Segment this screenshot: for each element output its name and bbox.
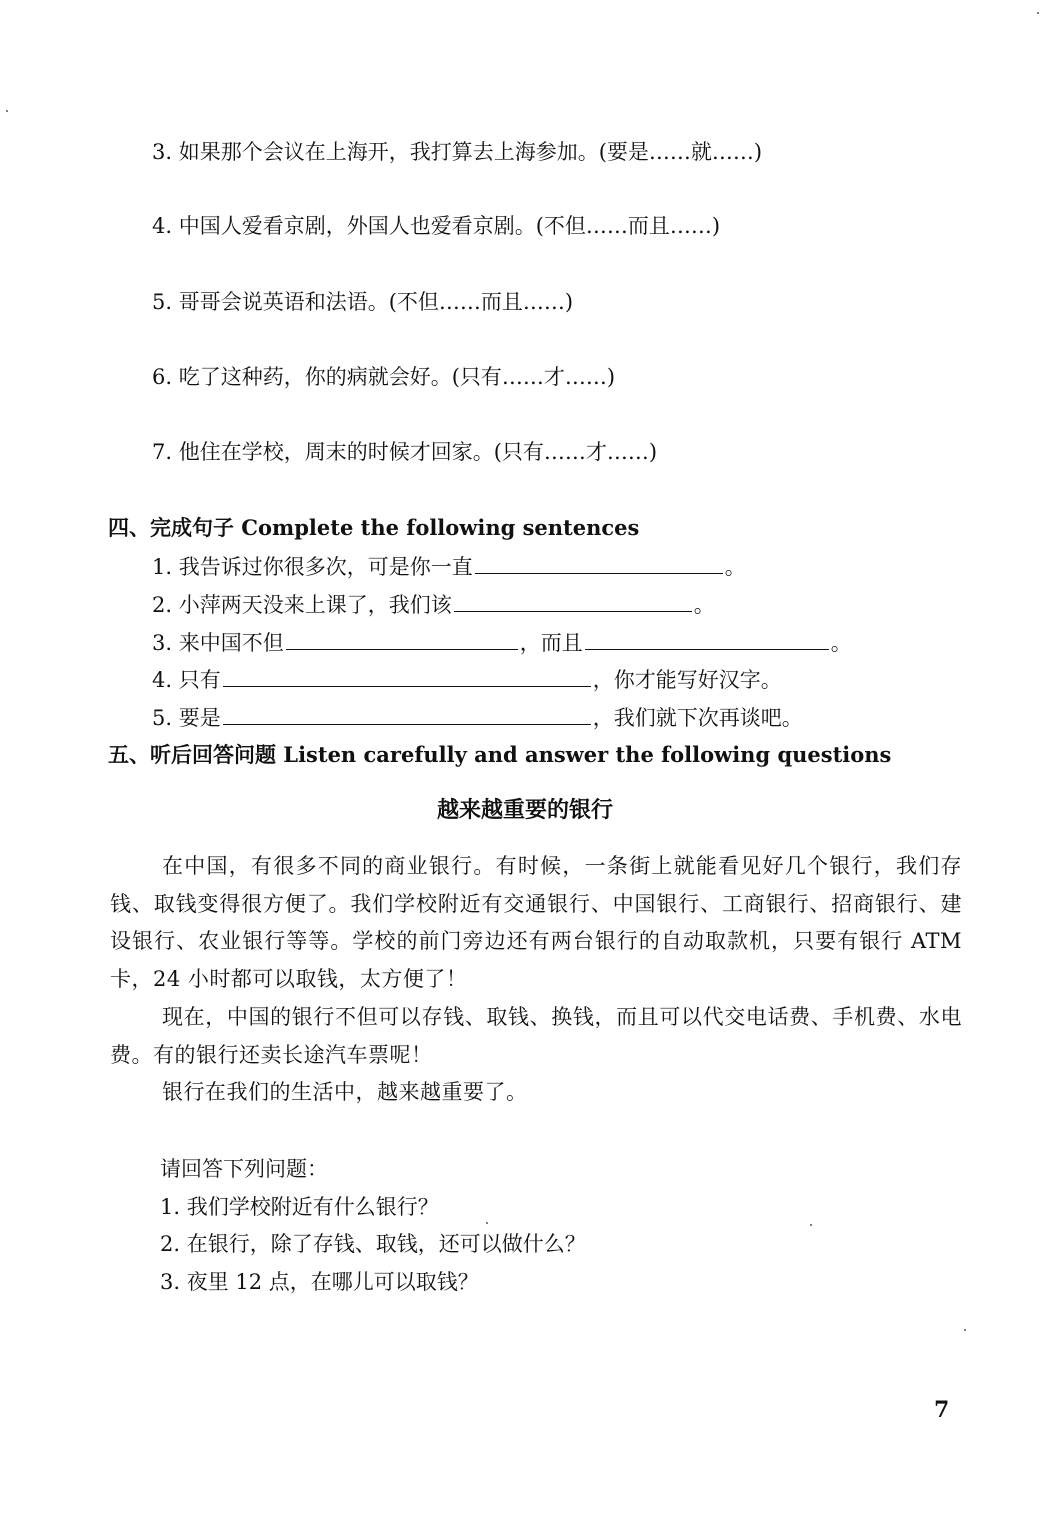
exercise-item-3: 3. 如果那个会议在上海开，我打算去上海参加。(要是……就……) xyxy=(152,140,763,164)
fill-in-item-3 xyxy=(152,628,852,658)
fill-in-item-1-end: 。 xyxy=(724,555,746,579)
fill-in-item-4-end: ，你才能写好汉字。 xyxy=(592,668,782,692)
exercise-item-6: 6. 吃了这种药，你的病就会好。(只有……才……) xyxy=(152,365,616,389)
answer-blank[interactable] xyxy=(454,591,692,612)
fill-in-item-4 xyxy=(152,665,782,695)
scan-speck xyxy=(486,1222,488,1224)
fill-in-item-2-end: 。 xyxy=(693,593,715,617)
fill-in-item-5-prompt: 5. 要是 xyxy=(152,706,221,730)
answer-blank[interactable] xyxy=(223,704,591,725)
question-2: 2. 在银行，除了存钱、取钱，还可以做什么？ xyxy=(160,1232,586,1256)
passage-paragraph-2: 现在，中国的银行不但可以存钱、取钱、换钱，而且可以代交电话费、手机费、水电费。有的银行还卖长途汽车票呢！ xyxy=(110,1005,962,1067)
question-1: 1. 我们学校附近有什么银行？ xyxy=(160,1195,439,1219)
fill-in-item-3-prompt: 3. 来中国不但 xyxy=(152,631,284,655)
passage-paragraph-3: 银行在我们的生活中，越来越重要了。 xyxy=(162,1080,528,1104)
answer-blank[interactable] xyxy=(286,629,518,650)
answer-blank[interactable] xyxy=(223,666,591,687)
scan-speck xyxy=(964,1329,966,1331)
fill-in-item-1-prompt: 1. 我告诉过你很多次，可是你一直 xyxy=(152,555,473,579)
fill-in-item-5 xyxy=(152,703,803,733)
fill-in-item-5-end: ，我们就下次再谈吧。 xyxy=(592,706,803,730)
section-5-heading: 五、听后回答问题 Listen carefully and answer the following questions xyxy=(108,742,892,767)
answer-blank[interactable] xyxy=(475,553,723,574)
page-number: 7 xyxy=(934,1397,950,1423)
scan-speck xyxy=(810,1224,812,1226)
fill-in-item-1 xyxy=(152,552,746,582)
question-3: 3. 夜里 12 点，在哪儿可以取钱？ xyxy=(160,1270,479,1294)
exercise-item-5: 5. 哥哥会说英语和法语。(不但……而且……) xyxy=(152,290,574,314)
passage-title: 越来越重要的银行 xyxy=(436,797,613,823)
section-4-heading: 四、完成句子 Complete the following sentences xyxy=(108,515,640,540)
fill-in-item-3-middle: ，而且 xyxy=(519,631,583,655)
fill-in-item-2-prompt: 2. 小萍两天没来上课了，我们该 xyxy=(152,593,452,617)
exercise-item-7: 7. 他住在学校，周末的时候才回家。(只有……才……) xyxy=(152,440,658,464)
exercise-item-4: 4. 中国人爱看京剧，外国人也爱看京剧。(不但……而且……) xyxy=(152,214,721,238)
fill-in-item-3-end: 。 xyxy=(830,631,852,655)
fill-in-item-2 xyxy=(152,590,715,620)
scan-speck xyxy=(6,110,8,112)
questions-heading: 请回答下列问题： xyxy=(160,1157,328,1181)
scan-speck xyxy=(1037,12,1039,14)
answer-blank[interactable] xyxy=(585,629,829,650)
fill-in-item-4-prompt: 4. 只有 xyxy=(152,668,221,692)
passage-paragraph-1: 在中国，有很多不同的商业银行。有时候，一条街上就能看见好几个银行，我们存钱、取钱变得很方便了。我们学校附近有交通银行、中国银行、工商银行、招商银行、建设银行、农业银行等等。学校的前门旁边还有两台银行的自动取款机，只要有银行 ATM 卡，24 小时都可以取钱，太方便了！ xyxy=(110,854,962,991)
